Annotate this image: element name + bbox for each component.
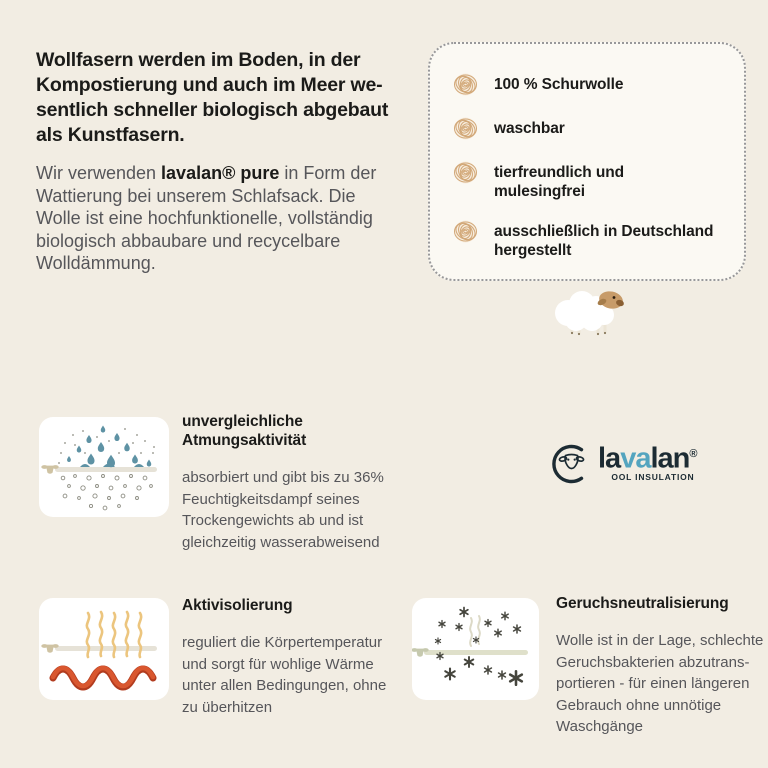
body-line: portieren - für einen längeren bbox=[556, 675, 750, 692]
logo-sheep-circle-icon bbox=[548, 439, 595, 489]
feature-odor bbox=[556, 594, 768, 738]
wool-ball-icon bbox=[452, 218, 479, 245]
wool-ball-icon bbox=[452, 71, 479, 98]
body-line: absorbiert und gibt bis zu 36% bbox=[182, 469, 384, 486]
body-line: Feuchtigkeitsdampf seines bbox=[182, 490, 360, 508]
feature-tile-insulation bbox=[39, 598, 169, 700]
body-line: gleichzeitig wasserabweisend bbox=[182, 533, 380, 551]
registered-mark: ® bbox=[689, 448, 698, 460]
intro-paragraph bbox=[36, 162, 404, 275]
feature-title: unvergleichliche Atmungsaktivität bbox=[182, 413, 307, 449]
body-line: Gebrauch ohne unnötige bbox=[556, 696, 722, 714]
logo-word-part2: va bbox=[620, 442, 651, 475]
feature-body bbox=[182, 467, 402, 553]
body-line: Trockengewichts ab und ist bbox=[182, 512, 364, 529]
feature-tile-odor bbox=[412, 598, 539, 700]
feature-tile-breathability bbox=[39, 417, 169, 517]
headline-line-3: sentlich schneller biologisch abgebaut bbox=[36, 99, 389, 121]
headline-line-4: als Kunstfasern. bbox=[36, 124, 185, 146]
wool-ball-icon bbox=[452, 159, 479, 186]
benefit-label: waschbar bbox=[494, 120, 565, 137]
moisture-breathability-icon bbox=[39, 417, 169, 517]
intro-headline bbox=[36, 48, 404, 148]
benefit-label: 100 % Schurwolle bbox=[494, 76, 624, 93]
sheep-eye bbox=[613, 296, 616, 299]
feature-insulation bbox=[182, 596, 407, 718]
logo-word-part3: lan bbox=[650, 442, 690, 475]
feature-body bbox=[556, 630, 768, 738]
benefit-row bbox=[452, 218, 726, 260]
odor-neutralization-icon bbox=[412, 598, 539, 700]
benefit-label: ausschließlich in Deutschland hergestellt bbox=[494, 223, 714, 259]
wool-ball-icon bbox=[452, 115, 479, 142]
feature-title: Geruchsneutralisierung bbox=[556, 595, 729, 612]
body-line: zu überhitzen bbox=[182, 698, 273, 716]
active-insulation-icon bbox=[39, 598, 169, 700]
benefits-box bbox=[428, 42, 746, 281]
body-line: Geruchsbakterien abzutrans- bbox=[556, 653, 750, 671]
intro-section bbox=[36, 48, 404, 293]
body-line: unter allen Bedingungen, ohne bbox=[182, 677, 387, 694]
logo-wordmark bbox=[598, 439, 697, 475]
sheep-hooves bbox=[571, 332, 606, 335]
sheep-illustration bbox=[548, 283, 632, 337]
benefit-row bbox=[452, 159, 726, 201]
logo-word-part1: la bbox=[598, 442, 621, 475]
body-line: und sorgt für wohlige Wärme bbox=[182, 655, 374, 673]
lavalan-logo bbox=[548, 439, 697, 489]
logo-tagline: OOL INSULATION bbox=[611, 471, 695, 482]
paragraph-suffix: in Form der Wattierung bei unserem Schlafsack. Die Wolle ist eine hochfunktionelle, vollständig biologisch abbaubare und recycelbare Wolldämmung. bbox=[36, 163, 377, 273]
headline-line-2: Kompostierung und auch im Meer we- bbox=[36, 74, 383, 96]
brand-name: lavalan® pure bbox=[161, 163, 280, 183]
headline-line-1: Wollfasern werden im Boden, in der bbox=[36, 49, 361, 71]
benefit-row bbox=[452, 115, 726, 142]
paragraph-prefix: Wir verwenden bbox=[36, 163, 162, 183]
body-line: reguliert die Körpertemperatur bbox=[182, 634, 383, 651]
feature-body bbox=[182, 632, 407, 718]
logo-text bbox=[598, 439, 697, 482]
benefit-row bbox=[452, 71, 726, 98]
feature-breathability bbox=[182, 412, 402, 553]
benefit-label: tierfreundlich und mulesingfrei bbox=[494, 164, 624, 200]
body-line: Waschgänge bbox=[556, 718, 643, 735]
body-line: Wolle ist in der Lage, schlechte bbox=[556, 632, 764, 649]
feature-title: Aktivisolierung bbox=[182, 597, 293, 614]
